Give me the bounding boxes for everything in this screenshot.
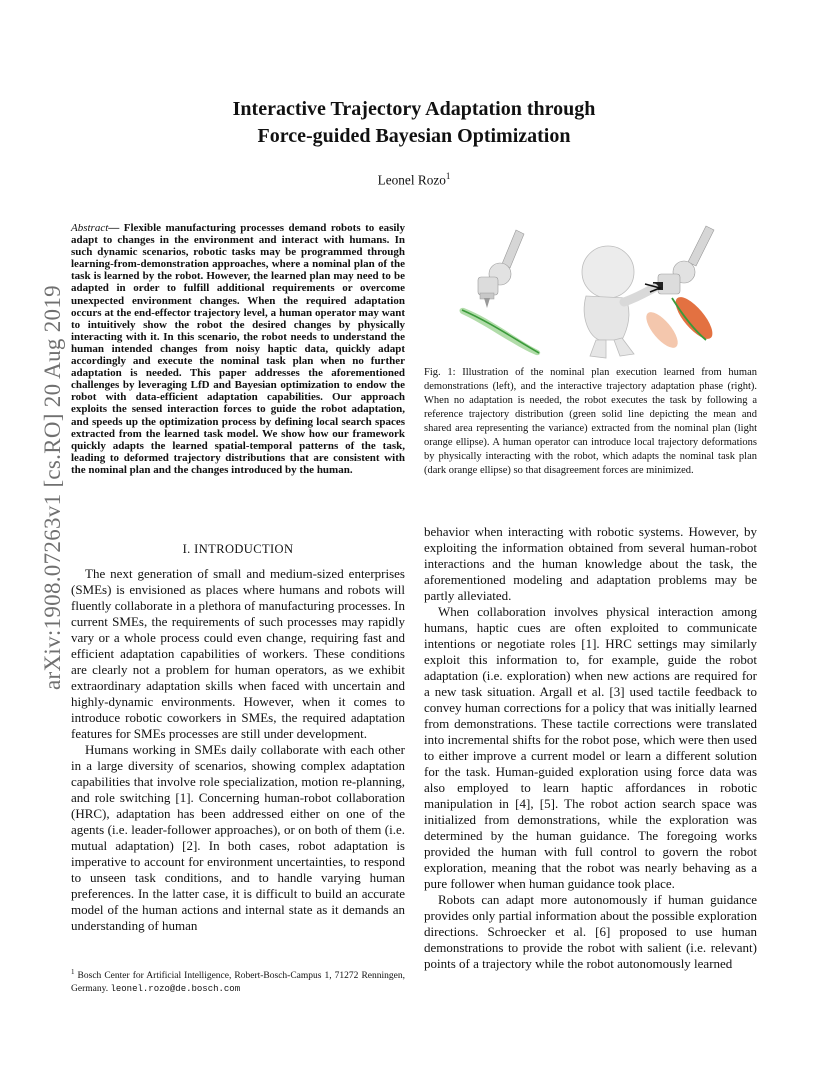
paragraph: behavior when interacting with robotic systems. However, by exploiting the information obtained from several human-robot interactions and the human knowledge about the task, the aforementioned modeling and adaptation problems may be partly alleviated.: [424, 524, 757, 603]
footnote-email: leonel.rozo@de.bosch.com: [110, 984, 241, 995]
paragraph: Humans working in SMEs daily collaborate with each other in a large diversity of scenarios, showing complex adaptation capabilities that involve role specialization, motion re-planning, and role switching [1]. Concerning human-robot collaboration (HRC), adaptation has been addressed either on one of the agents (i.e. leader-follower approaches), or on both of them (i.e. mutual adaptation) [2]. In both cases, robot adaptation is imperative to account for environment uncertainties, to respond to unseen task conditions, and to handle varying human preferences. In the latter case, it is difficult to build an accurate model of the human actions and internal state as it demands an understanding of human: [71, 742, 405, 933]
arxiv-identifier: arXiv:1908.07263v1 [cs.RO] 20 Aug 2019: [40, 285, 65, 690]
title-line-2: Force-guided Bayesian Optimization: [257, 125, 571, 147]
abstract-text: — Flexible manufacturing processes demand robots to easily adapt to changes in the environment and interact with humans. In such dynamic scenarios, robotic tasks may be programmed through learning-from-demonstration approaches, where a nominal plan of the task is learned by the robot. However, the learned plan may need to be adapted in order to fulfill additional requirements or overcome unexpected environment changes. When the required adaptation occurs at the end-effector trajectory level, a human operator may want to intuitively show the robot the desired changes by physically interacting with it. In this scenario, the robot needs to understand the human intended changes from noisy haptic data, quickly adapt accordingly and execute the nominal task plan when no further adaptation is needed. This paper addresses the aforementioned challenges by leveraging LfD and Bayesian optimization to endow the robot with data-efficient adaptation capabilities. Our approach exploits the sensed interaction forces to guide the robot adaptation, and speeds up the optimization process by defining local search spaces extracted from the learned task model. We show how our framework quickly adapts the learned spatial-temporal patterns of the task, leading to deformed trajectory distributions that are consistent with the nominal plan and the changes introduced by the human.: [71, 222, 405, 476]
right-trajectory: [641, 292, 718, 353]
footnote: [71, 966, 405, 996]
robot-illustration: [450, 222, 750, 362]
intro-right-column: [424, 524, 757, 972]
paragraph: The next generation of small and medium-sized enterprises (SMEs) is envisioned as places where humans and robots will fluently collaborate in a plethora of manufacturing processes. In current SMEs, the requirements of such processes may rapidly vary or a whole process could even change, requiring fast and efficient adaptation capabilities of workers. These conditions are clearly not a problem for human operators, as we exhibit extraordinary adaptation skills when faced with uncertain and highly-dynamic environments. However, when it comes to introduce robotic coworkers in SMEs, the required adaptation features for SMEs processes are still under development.: [71, 566, 405, 741]
section-heading-introduction: I. INTRODUCTION: [182, 542, 294, 556]
right-robot: [653, 226, 714, 294]
abstract: [71, 222, 405, 476]
paragraph: When collaboration involves physical interaction among humans, haptic cues are often exploited to communicate intentions or negotiate roles [1]. HRC settings may similarly exploit this information to, for example, guide the robot adaptation (i.e. exploration) when new actions are required for a new task situation. Argall et al. [3] used tactile feedback to convey human corrections for a policy that was initially learned from demonstrations. These tactile corrections were translated into incremental shifts for the robot pose, which were then used to either improve a current model or learn a different solution for the task. Human-guided exploration using force data was also employed to learn haptic affordances in robotic manipulation in [4], [5]. The robot action search space was initialized from demonstrations, while the exploration was determined by the human guidance. The foregoing works provided the human with full control to govern the robot exploration, meaning that the robot was nearly behaving as a pure follower when human guidance took place.: [424, 604, 757, 891]
author: [100, 171, 728, 188]
title-line-1: Interactive Trajectory Adaptation through: [232, 98, 596, 120]
figure-1-caption: Fig. 1: Illustration of the nominal plan execution learned from human demonstrations (left), and the interactive trajectory adaptation phase (right). When no adaptation is needed, the robot executes the task by following a reference trajectory distribution (green solid line depicting the mean and shared area representing the variance) extracted from the nominal plan (light orange ellipse). A human operator can introduce local trajectory deformations by physically interacting with the robot, which adapts the nominal task plan (dark orange ellipse) so that disagreement forces are minimized.: [424, 367, 757, 476]
human-figure: [582, 246, 660, 358]
paragraph: Robots can adapt more autonomously if human guidance provides only partial information about the possible exploration directions. Schroecker et al. [6] proposed to use human demonstrations to provide the robot with salient (i.e. relevant) points of a trajectory while the robot autonomously learned: [424, 892, 757, 971]
abstract-lead: Abstract: [71, 222, 109, 234]
left-robot: [478, 230, 524, 308]
author-affiliation-mark: 1: [445, 171, 451, 181]
footnote-text: Bosch Center for Artificial Intelligence, Robert-Bosch-Campus 1, 71272 Renningen, Germany.: [71, 971, 406, 995]
left-trajectory: [460, 308, 541, 355]
figure-1-illustration: [450, 222, 750, 362]
intro-left-column: [71, 566, 405, 934]
paper-title: [100, 96, 728, 150]
footnote-mark: 1: [71, 968, 75, 976]
author-name: Leonel Rozo: [377, 172, 446, 188]
